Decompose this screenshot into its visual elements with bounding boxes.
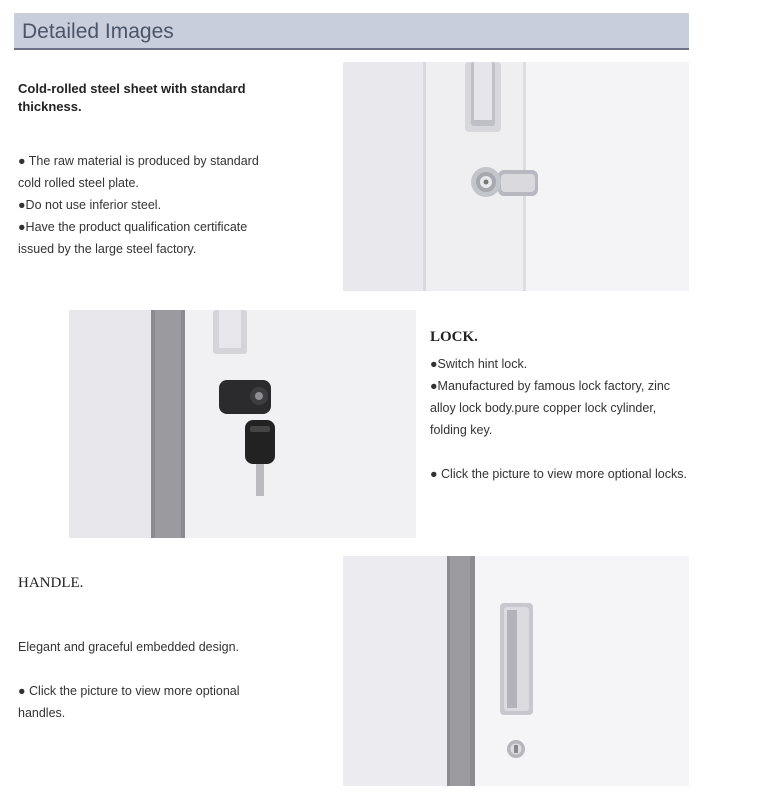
section-header-title: Detailed Images <box>22 20 174 43</box>
handle-more-link-cont[interactable]: handles. <box>18 706 66 720</box>
lock-more-link[interactable]: ● Click the picture to view more optional locks. <box>430 467 687 481</box>
steel-sheet-description <box>18 80 268 260</box>
steel-line: ● The raw material is produced by standard <box>18 154 259 168</box>
steel-line: ●Have the product qualification certificate <box>18 220 248 234</box>
handle-description <box>18 572 278 724</box>
lock-with-key-image <box>69 310 416 538</box>
lock-line: ●Switch hint lock. <box>430 357 528 371</box>
steel-line: issued by the large steel factory. <box>18 242 197 256</box>
steel-line: ●Do not use inferior steel. <box>18 198 162 212</box>
handle-line: Elegant and graceful embedded design. <box>18 640 239 654</box>
cabinet-door-lock-image <box>343 62 689 291</box>
embedded-handle-image <box>343 556 689 786</box>
handle-photo[interactable] <box>343 556 689 786</box>
lock-description <box>430 326 730 485</box>
lock-line: ●Manufactured by famous lock factory, zinc <box>430 379 671 393</box>
section-header <box>14 13 689 50</box>
handle-title: HANDLE. <box>18 575 84 591</box>
lock-line: folding key. <box>430 423 493 437</box>
lock-line: alloy lock body.pure copper lock cylinder, <box>430 401 657 415</box>
lock-photo[interactable] <box>69 310 416 538</box>
steel-sheet-photo[interactable] <box>343 62 689 291</box>
steel-sheet-title: Cold-rolled steel sheet with standard thickness. <box>18 81 246 114</box>
handle-more-link[interactable]: ● Click the picture to view more optional <box>18 684 240 698</box>
lock-title: LOCK. <box>430 329 478 345</box>
steel-line: cold rolled steel plate. <box>18 176 139 190</box>
